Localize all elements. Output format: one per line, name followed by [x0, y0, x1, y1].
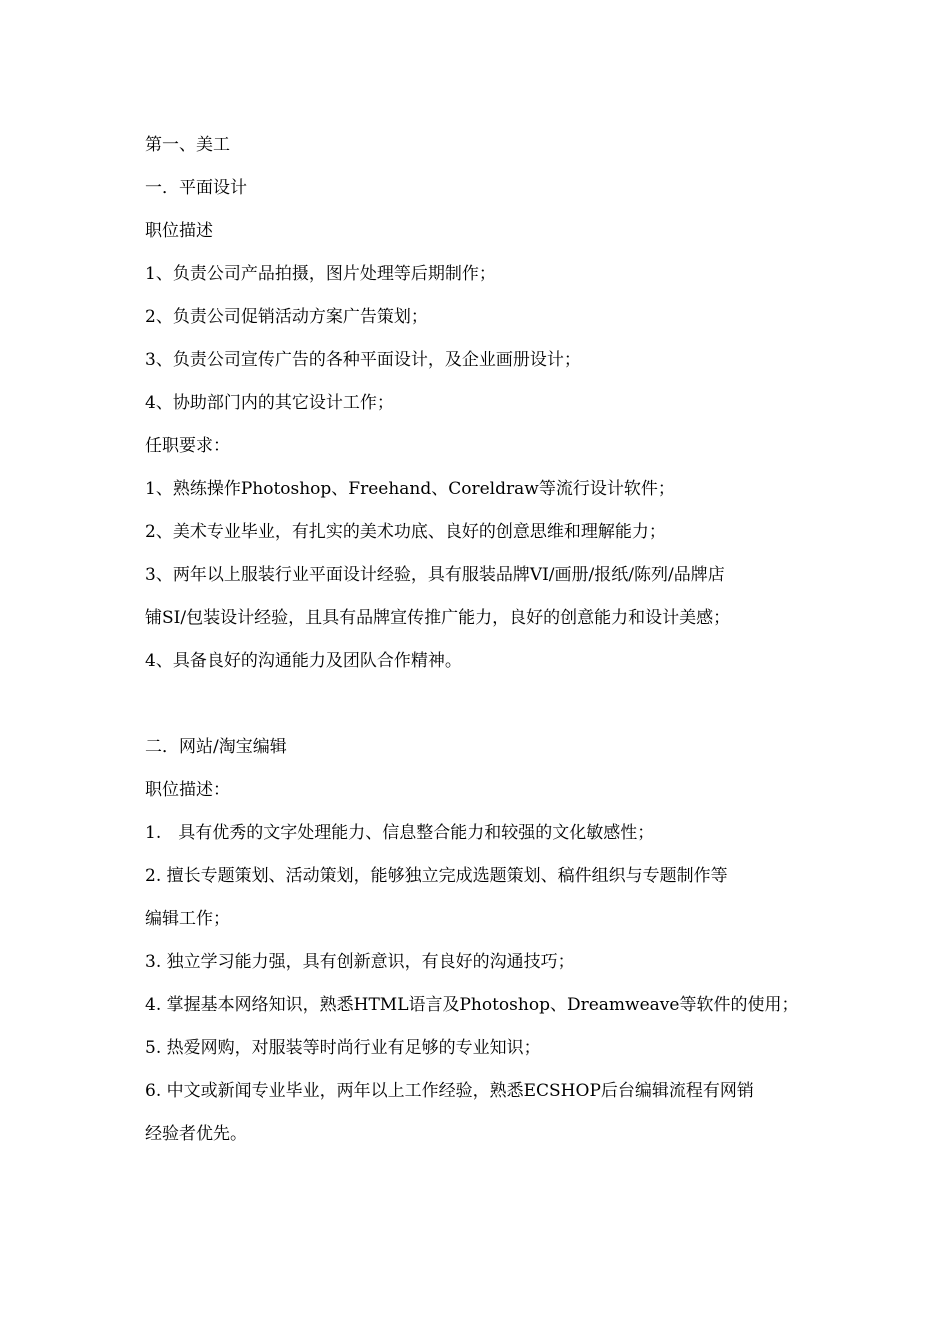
section2-item: 4. 掌握基本网络知识，熟悉HTML语言及Photoshop、Dreamweave等软件的使用；: [145, 995, 799, 1015]
section2-item: 3. 独立学习能力强，具有创新意识，有良好的沟通技巧；: [145, 952, 575, 972]
document-title: 第一、美工: [145, 135, 230, 155]
section1-desc-item: 2、负责公司促销活动方案广告策划；: [145, 307, 428, 327]
section2-heading: 二．网站/淘宝编辑: [145, 737, 287, 757]
section1-req-item: 2、美术专业毕业，有扎实的美术功底、良好的创意思维和理解能力；: [145, 522, 666, 542]
section1-desc-item: 3、负责公司宣传广告的各种平面设计，及企业画册设计；: [145, 350, 581, 370]
section1-req-item: 4、具备良好的沟通能力及团队合作精神。: [145, 651, 462, 671]
section1-desc-item: 4、协助部门内的其它设计工作；: [145, 393, 394, 413]
section1-desc-item: 1、负责公司产品拍摄，图片处理等后期制作；: [145, 264, 496, 284]
section1-desc-label: 职位描述: [145, 221, 213, 241]
section1-req-label: 任职要求：: [145, 436, 230, 456]
section2-item: 2. 擅长专题策划、活动策划，能够独立完成选题策划、稿件组织与专题制作等: [145, 866, 728, 886]
section2-item: 5. 热爱网购，对服装等时尚行业有足够的专业知识；: [145, 1038, 541, 1058]
section1-heading: 一．平面设计: [145, 178, 247, 198]
section2-item: 经验者优先。: [145, 1124, 247, 1144]
section1-req-item: 3、两年以上服装行业平面设计经验，具有服装品牌VI/画册/报纸/陈列/品牌店: [145, 565, 725, 585]
section1-req-item: 铺SI/包装设计经验，且具有品牌宣传推广能力，良好的创意能力和设计美感；: [145, 608, 731, 628]
section2-item: 1. 具有优秀的文字处理能力、信息整合能力和较强的文化敏感性；: [145, 823, 655, 843]
section2-desc-label: 职位描述：: [145, 780, 230, 800]
section1-req-item: 1、熟练操作Photoshop、Freehand、Coreldraw等流行设计软件；: [145, 479, 675, 499]
section2-item: 编辑工作；: [145, 909, 230, 929]
section2-item: 6. 中文或新闻专业毕业，两年以上工作经验，熟悉ECSHOP后台编辑流程有网销: [145, 1081, 754, 1101]
